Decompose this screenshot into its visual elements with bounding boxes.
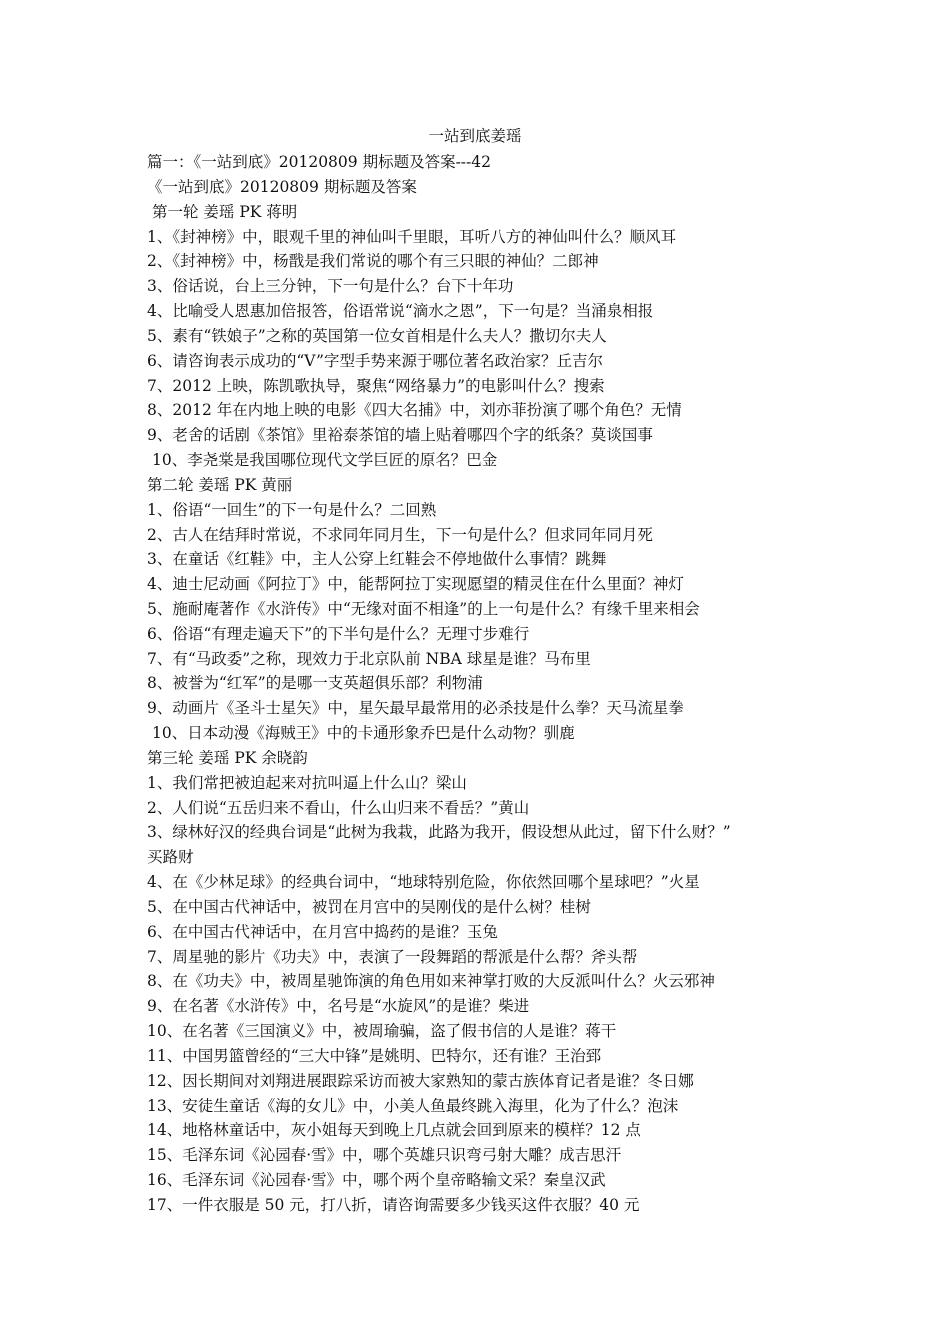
question-line: 买路财	[147, 848, 194, 867]
question-line: 7、有“马政委”之称，现效力于北京队前 NBA 球星是谁？马布里	[147, 649, 591, 668]
question-line: 4、迪士尼动画《阿拉丁》中，能帮阿拉丁实现愿望的精灵住在什么里面？神灯	[147, 575, 684, 594]
question-line: 2、人们说“五岳归来不看山，什么山归来不看岳？”黄山	[147, 798, 530, 817]
question-line: 8、2012 年在内地上映的电影《四大名捕》中，刘亦菲扮演了哪个角色？无情	[147, 401, 682, 420]
question-line: 6、俗语“有理走遍天下”的下半句是什么？无理寸步难行	[147, 624, 530, 643]
question-line: 8、在《功夫》中，被周星驰饰演的角色用如来神掌打败的大反派叫什么？火云邪神	[147, 972, 715, 991]
question-line: 16、毛泽东词《沁园春·雪》中，哪个两个皇帝略输文采？秦皇汉武	[147, 1171, 606, 1189]
question-line: 14、地格林童话中，灰小姐每天到晚上几点就会回到原来的模样？12 点	[147, 1121, 641, 1140]
question-line: 5、素有“铁娘子”之称的英国第一位女首相是什么夫人？撒切尔夫人	[147, 326, 607, 345]
section-heading: 《一站到底》20120809 期标题及答案	[147, 177, 417, 196]
question-line: 3、绿林好汉的经典台词是“此树为我栽，此路为我开，假设想从此过，留下什么财？”	[147, 823, 731, 842]
document-title: 一站到底姜瑶	[428, 127, 522, 145]
question-line: 1、《封神榜》中，眼观千里的神仙叫千里眼，耳听八方的神仙叫什么？顺风耳	[147, 227, 677, 246]
question-line: 6、在中国古代神话中，在月宫中捣药的是谁？玉兔	[147, 922, 498, 941]
question-line: 12、因长期间对刘翔进展跟踪采访而被大家熟知的蒙古族体育记者是谁？冬日娜	[147, 1071, 694, 1090]
question-line: 1、我们常把被迫起来对抗叫逼上什么山？梁山	[147, 773, 467, 792]
question-line: 13、安徒生童话《海的女儿》中，小美人鱼最终跳入海里，化为了什么？泡沫	[147, 1096, 679, 1115]
question-line: 15、毛泽东词《沁园春·雪》中，哪个英雄只识弯弓射大雕？成吉思汗	[147, 1146, 622, 1165]
question-line: 2、古人在结拜时常说，不求同年同月生，下一句是什么？但求同年同月死	[147, 525, 653, 544]
question-line: 2、《封神榜》中，杨戬是我们常说的哪个有三只眼的神仙？二郎神	[147, 252, 599, 271]
question-line: 第二轮 姜瑶 PK 黄丽	[147, 475, 293, 494]
question-line: 7、周星驰的影片《功夫》中，表演了一段舞蹈的帮派是什么帮？斧头帮	[147, 947, 638, 966]
question-line: 7、2012 上映，陈凯歌执导，聚焦“网络暴力”的电影叫什么？搜索	[147, 376, 605, 395]
section-heading: 篇一：《一站到底》20120809 期标题及答案---42	[147, 153, 492, 171]
round-heading: 10、日本动漫《海贼王》中的卡通形象乔巴是什么动物？驯鹿	[152, 724, 575, 743]
question-line: 10、在名著《三国演义》中，被周瑜骗，盗了假书信的人是谁？蒋干	[147, 1022, 617, 1040]
question-line: 5、在中国古代神话中，被罚在月宫中的吴刚伐的是什么树？桂树	[147, 897, 591, 916]
question-line: 第三轮 姜瑶 PK 余晓韵	[147, 748, 308, 767]
question-line: 9、动画片《圣斗士星矢》中，星矢最早最常用的必杀技是什么拳？天马流星拳	[147, 699, 684, 718]
round-heading: 10、李尧棠是我国哪位现代文学巨匠的原名？巴金	[152, 451, 498, 469]
question-line: 5、施耐庵著作《水浒传》中“无缘对面不相逢”的上一句是什么？有缘千里来相会	[147, 599, 700, 618]
question-line: 3、俗话说，台上三分钟，下一句是什么？台下十年功	[147, 277, 514, 296]
question-line: 4、在《少林足球》的经典台词中，“地球特别危险，你依然回哪个星球吧？”火星	[147, 873, 700, 892]
question-line: 17、一件衣服是 50 元，打八折，请咨询需要多少钱买这件衣服？40 元	[147, 1195, 640, 1214]
question-line: 8、被誉为“红军”的是哪一支英超俱乐部？利物浦	[147, 674, 483, 693]
question-line: 3、在童话《红鞋》中，主人公穿上红鞋会不停地做什么事情？跳舞	[147, 550, 607, 569]
question-line: 9、在名著《水浒传》中，名号是“水旋风”的是谁？柴进	[147, 997, 530, 1016]
round-heading: 第一轮 姜瑶 PK 蒋明	[152, 202, 298, 221]
question-line: 11、中国男篮曾经的“三大中锋”是姚明、巴特尔，还有谁？王治郅	[147, 1046, 602, 1065]
question-line: 6、请咨询表示成功的“V”字型手势来源于哪位著名政治家？丘吉尔	[147, 351, 603, 370]
question-line: 4、比喻受人恩惠加倍报答，俗语常说“滴水之恩”，下一句是？当涌泉相报	[147, 302, 654, 320]
question-line: 1、俗语“一回生”的下一句是什么？二回熟	[147, 500, 437, 519]
question-line: 9、老舍的话剧《茶馆》里裕泰茶馆的墙上贴着哪四个字的纸条？莫谈国事	[147, 426, 653, 445]
